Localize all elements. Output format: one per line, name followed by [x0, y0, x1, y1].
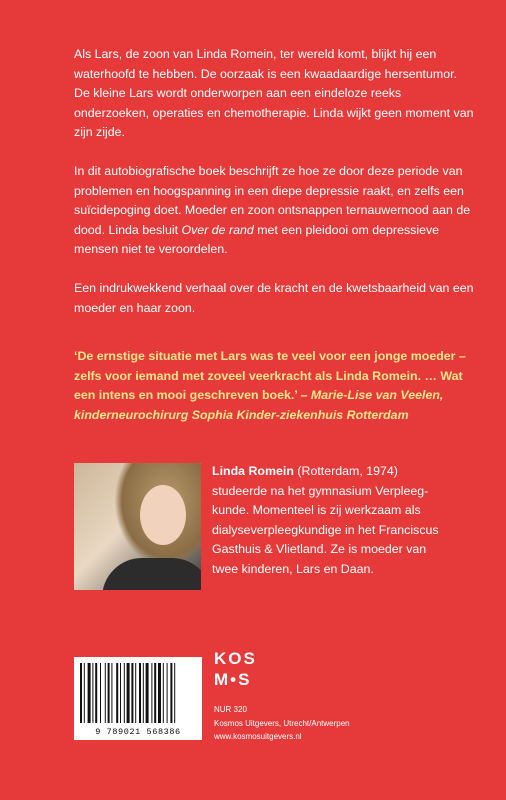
book-title: Over de rand: [181, 222, 254, 237]
quote-text: ‘De ernstige situatie met Lars was te veel voor een jonge moeder – zelfs voor iemand met zoveel veerkracht als Linda Romein. … Wat een intens en mooi geschreven boek.’: [74, 349, 466, 403]
publisher-website: www.kosmosuitgevers.nl: [214, 732, 302, 742]
publisher-name: Kosmos Uitgevers, Utrecht/Antwerpen: [214, 718, 350, 728]
blurb-paragraph-1: Als Lars, de zoon van Linda Romein, ter wereld komt, blijkt hij een waterhoofd te hebben. De oorzaak is een kwaadaardige hersentumor. De kleine Lars wordt onderworpen aan een eindeloze reeks onderzoeken, operaties en chemotherapie. Linda wijkt geen moment van zijn zijde.: [74, 47, 474, 140]
nur-code: NUR 320: [214, 705, 247, 714]
blurb-paragraph-3: Een indrukwekkend verhaal over de kracht en de kwetsbaarheid van een moeder en haar zoon.: [74, 280, 474, 315]
barcode-digits: 9 789021 568386: [95, 727, 181, 737]
author-bio: [212, 462, 452, 580]
imprint: [214, 703, 454, 744]
quote-attribution: – Marie-Lise van Veelen, kinderneurochirurg Sophia Kinder-ziekenhuis Rotterdam: [74, 388, 444, 422]
blurb-paragraph-2-end: met een pleidooi om depressieve mensen niet te veroordelen.: [74, 222, 440, 257]
publisher-logo: [214, 648, 274, 690]
blurb-paragraph-2: [74, 162, 474, 260]
isbn-barcode: [74, 657, 202, 740]
barcode-bars: [80, 663, 196, 723]
author-photo: [74, 463, 201, 590]
author-name: Linda Romein: [212, 464, 294, 478]
review-quote: [74, 347, 474, 425]
logo-line-2: M•S: [214, 670, 252, 689]
logo-line-1: KOS: [214, 649, 257, 668]
back-cover-blurb: [74, 45, 474, 337]
blurb-paragraph-2-start: In dit autobiografische boek beschrijft ze hoe ze door deze periode van problemen en hoogspanning in een diepe depressie raakt, en zelfs een suïcidepoging doet. Moeder en zoon ontsnappen ternauwernood aan de dood. Linda besluit: [74, 163, 471, 237]
author-bio-text: (Rotterdam, 1974) studeerde na het gymnasium Verpleeg-kunde. Momenteel is zij werkzaam als dialyseverpleegkundige in het Franciscus Gasthuis & Vlietland. Ze is moeder van twee kinderen, Lars en Daan.: [212, 464, 439, 576]
